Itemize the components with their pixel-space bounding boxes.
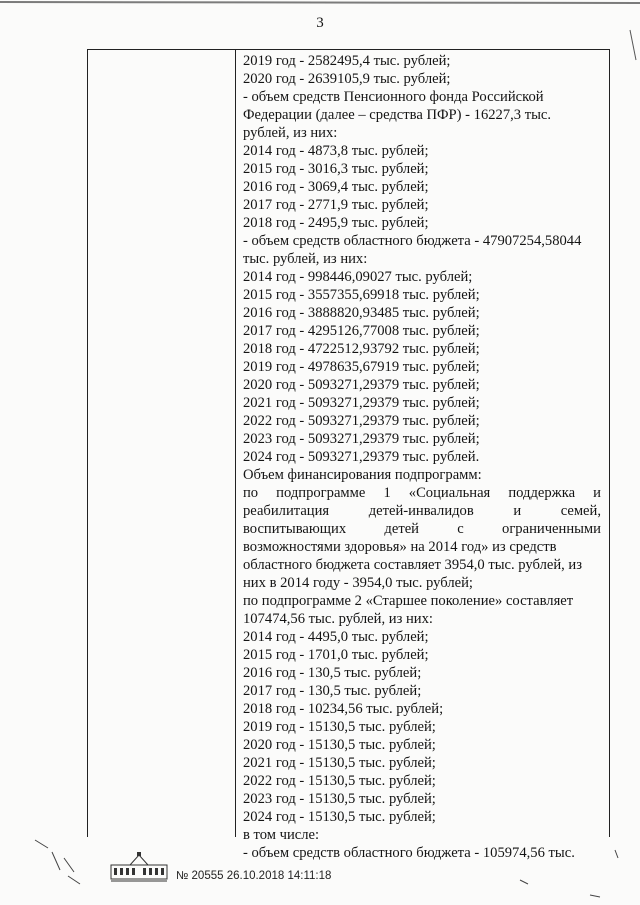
text-line: них в 2014 году - 3954,0 тыс. рублей; (243, 575, 473, 591)
building-stamp-icon (110, 852, 168, 882)
word: семей, (560, 503, 601, 519)
word: с (457, 521, 464, 537)
justified-line (243, 484, 601, 502)
text-line: 2018 год - 2495,9 тыс. рублей; (243, 215, 429, 231)
text-line: 2023 год - 15130,5 тыс. рублей; (243, 791, 436, 807)
text-line: - объем средств Пенсионного фонда Российской (243, 89, 544, 105)
text-line: 2020 год - 5093271,29379 тыс. рублей; (243, 377, 480, 393)
text-line: 2022 год - 5093271,29379 тыс. рублей; (243, 413, 480, 429)
text-line: 2014 год - 998446,09027 тыс. рублей; (243, 269, 473, 285)
text-line: 2016 год - 3888820,93485 тыс. рублей; (243, 305, 480, 321)
text-line: 2018 год - 4722512,93792 тыс. рублей; (243, 341, 480, 357)
word: подпрограмме (276, 485, 366, 501)
word: и (593, 485, 601, 501)
text-line: в том числе: (243, 827, 320, 843)
text-line: тыс. рублей, из них: (243, 251, 368, 267)
text-line: 2014 год - 4495,0 тыс. рублей; (243, 629, 429, 645)
text-line: 2017 год - 2771,9 тыс. рублей; (243, 197, 429, 213)
text-line: 2024 год - 15130,5 тыс. рублей; (243, 809, 436, 825)
text-line: 2021 год - 15130,5 тыс. рублей; (243, 755, 436, 771)
text-line: 2016 год - 3069,4 тыс. рублей; (243, 179, 429, 195)
word: по (243, 485, 259, 501)
word: реабилитация (243, 503, 330, 519)
text-line: 2020 год - 2639105,9 тыс. рублей; (243, 71, 451, 87)
document-table (87, 49, 610, 861)
word: детей-инвалидов (368, 503, 474, 519)
text-line: 2020 год - 15130,5 тыс. рублей; (243, 737, 436, 753)
text-line: возможностями здоровья» на 2014 год» из средств (243, 539, 557, 555)
table-left-column (88, 50, 236, 837)
text-line: 2017 год - 130,5 тыс. рублей; (243, 683, 422, 699)
text-line: - объем средств областного бюджета - 105974,56 тыс. (243, 845, 575, 861)
text-line: 2023 год - 5093271,29379 тыс. рублей; (243, 431, 480, 447)
table-right-column (243, 52, 601, 862)
text-line: 2015 год - 3557355,69918 тыс. рублей; (243, 287, 480, 303)
text-block-1 (243, 52, 601, 484)
registration-number: № 20555 26.10.2018 14:11:18 (176, 870, 332, 882)
text-line: 2019 год - 2582495,4 тыс. рублей; (243, 53, 451, 69)
text-line: 2019 год - 15130,5 тыс. рублей; (243, 719, 436, 735)
justified-line (243, 520, 601, 538)
text-block-2 (243, 538, 601, 862)
word: 1 (383, 485, 391, 501)
text-line: Федерации (далее – средства ПФР) - 16227,3 тыс. (243, 107, 552, 123)
text-line: - объем средств областного бюджета - 47907254,58044 (243, 233, 582, 249)
word: «Социальная (408, 485, 491, 501)
justified-line (243, 502, 601, 520)
text-line: 2018 год - 10234,56 тыс. рублей; (243, 701, 444, 717)
text-line: 2022 год - 15130,5 тыс. рублей; (243, 773, 436, 789)
word: воспитывающих (243, 521, 347, 537)
text-line: 2016 год - 130,5 тыс. рублей; (243, 665, 422, 681)
text-line: по подпрограмме 2 «Старшее поколение» составляет (243, 593, 574, 609)
page-number: 3 (316, 15, 324, 31)
text-line: областного бюджета составляет 3954,0 тыс. рублей, из (243, 557, 583, 573)
word: и (513, 503, 522, 519)
word: ограниченными (502, 521, 601, 537)
text-line: 107474,56 тыс. рублей, из них: (243, 611, 433, 627)
text-line: 2014 год - 4873,8 тыс. рублей; (243, 143, 429, 159)
text-line: 2021 год - 5093271,29379 тыс. рублей; (243, 395, 480, 411)
text-line: 2017 год - 4295126,77008 тыс. рублей; (243, 323, 480, 339)
text-line: 2019 год - 4978635,67919 тыс. рублей; (243, 359, 480, 375)
text-line: Объем финансирования подпрограмм: (243, 467, 482, 483)
text-line: 2015 год - 3016,3 тыс. рублей; (243, 161, 429, 177)
word: поддержка (508, 485, 576, 501)
text-line: 2015 год - 1701,0 тыс. рублей; (243, 647, 429, 663)
text-line: рублей, из них: (243, 125, 338, 141)
word: детей (384, 521, 419, 537)
text-line: 2024 год - 5093271,29379 тыс. рублей. (243, 449, 480, 465)
justified-block (243, 484, 601, 538)
